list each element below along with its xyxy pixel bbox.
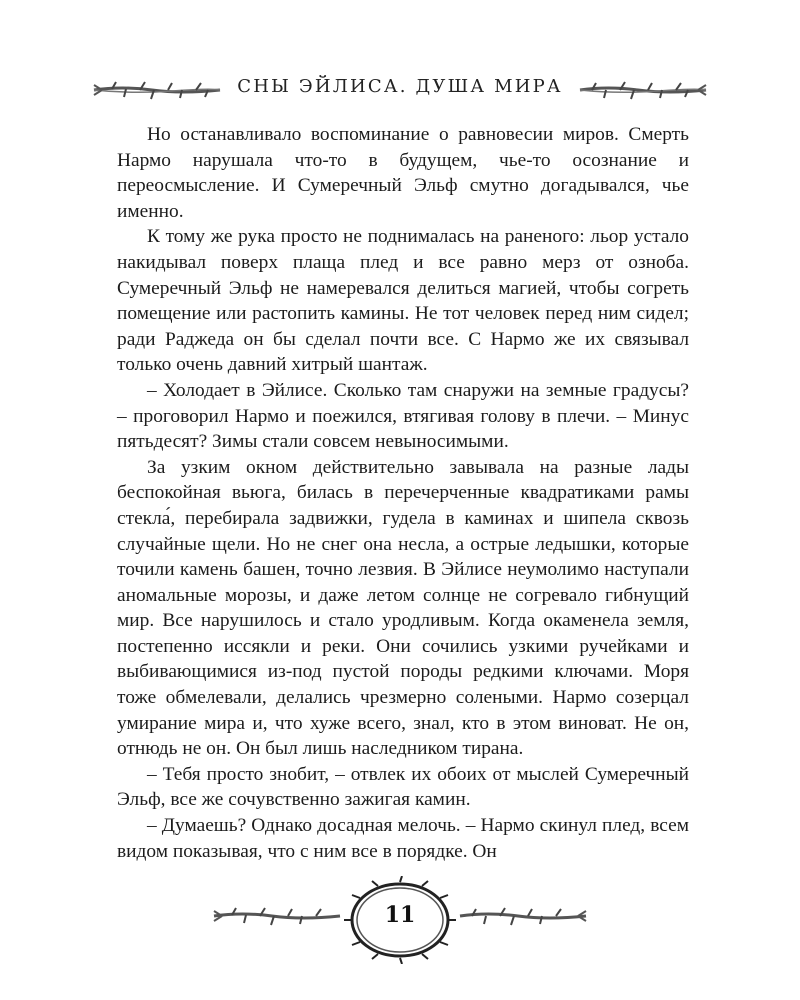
paragraph: Но останавливало воспоминание о равновесии миров. Смерть Нармо нарушала что-то в будущем, чье-то осознание и переосмысление. И Сумеречный Эльф смутно догадывался, чье именно.	[117, 124, 689, 222]
paragraph: – Думаешь? Однако досадная мелочь. – Нармо скинул плед, всем видом показывая, что с ним все в порядке. Он	[117, 815, 689, 862]
thorn-branch-left-icon	[92, 76, 222, 104]
header-title: СНЫ ЭЙЛИСА. ДУША МИРА	[237, 76, 563, 97]
paragraph: За узким окном действительно завывала на разные лады беспокойная вьюга, билась в перечерченные квадратиками рамы стекла́, перебирала задвижки, гудела в каминах и шипела сквозь случайные щели. Но не снег она несла, а острые ледышки, которые точили камень башен, точно лезвия. В Эйлисе неумолимо наступали аномальные морозы, и даже летом солнце не согревало гибнущий мир. Все нарушилось и стало уродливым. Когда окаменела земля, постепенно иссякли и реки. Они сочились узкими ручейками и выбивающимися из-под пустой породы редкими ключами. Моря тоже обмелевали, делались чрезмерно солеными. Нармо созерцал умирание мира и, что хуже всего, знал, кто в этом виноват. Не он, отнюдь не он. Он был лишь наследником тирана.	[117, 456, 689, 760]
page-body	[117, 122, 689, 864]
thorn-branch-left-icon	[212, 902, 342, 930]
paragraph: К тому же рука просто не поднималась на раненого: льор устало накидывал поверх плаща плед и все равно мерз от озноба. Сумеречный Эльф не намеревался делиться магией, чтобы согреть помещение или растопить камины. Не тот человек перед ним сидел; ради Раджеда он бы сделал почти все. С Нармо же их связывал только очень давний хитрый шантаж.	[117, 226, 689, 376]
thorn-branch-right-icon	[458, 902, 588, 930]
page-number: 11	[384, 902, 416, 928]
page-footer	[0, 872, 800, 972]
paragraph: – Холодает в Эйлисе. Сколько там снаружи на земные градусы? – проговорил Нармо и поежился, втягивая голову в плечи. – Минус пятьдесят? Зимы стали совсем невыносимыми.	[117, 379, 689, 453]
running-header	[0, 68, 800, 112]
paragraph: – Тебя просто знобит, – отвлек их обоих от мыслей Сумеречный Эльф, все же сочувственно зажигая камин.	[117, 763, 689, 811]
thorn-branch-right-icon	[578, 76, 708, 104]
